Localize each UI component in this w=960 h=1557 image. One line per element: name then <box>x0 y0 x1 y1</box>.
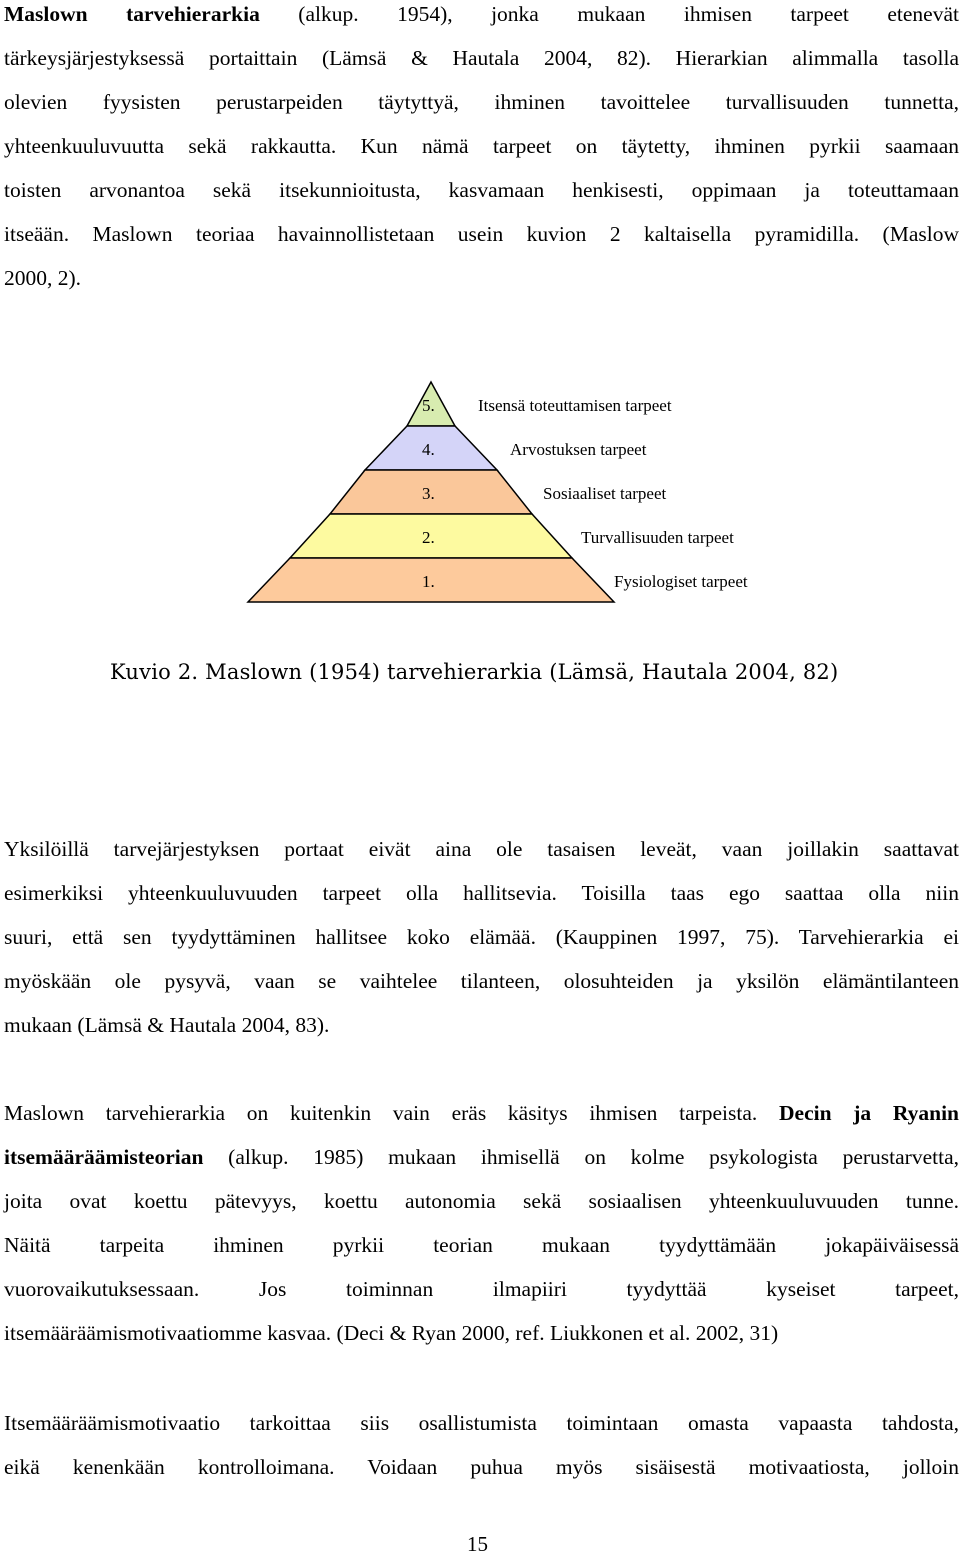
paragraph-line: itsemääräämisteorian (alkup. 1985) mukaan ihmisellä on kolme psykologista perustarvetta, <box>4 1145 959 1169</box>
paragraph-line: esimerkiksi yhteenkuuluvuuden tarpeet olla hallitsevia. Toisilla taas ego saattaa olla niin <box>4 881 959 905</box>
paragraph-line: yhteenkuuluvuutta sekä rakkautta. Kun nämä tarpeet on täytetty, ihminen pyrkii saamaan <box>4 134 959 158</box>
paragraph-line: Maslown tarvehierarkia on kuitenkin vain eräs käsitys ihmisen tarpeista. Decin ja Ryanin <box>4 1101 960 1125</box>
level-1-number: 1. <box>422 572 435 591</box>
paragraph-line: Yksilöillä tarvejärjestyksen portaat eivät aina ole tasaisen leveät, vaan joillakin saattavat <box>4 837 959 861</box>
pyramid-graphic <box>0 380 960 640</box>
level-5-number: 5. <box>422 396 435 415</box>
paragraph-line: joita ovat koettu pätevyys, koettu autonomia sekä sosiaalisen yhteenkuuluvuuden tunne. <box>4 1189 959 1213</box>
paragraph-line: Itsemääräämismotivaatio tarkoittaa siis osallistumista toimintaan omasta vapaasta tahdosta, <box>4 1411 959 1435</box>
paragraph-line: itseään. Maslown teoriaa havainnollistetaan usein kuvion 2 kaltaisella pyramidilla. (Maslow <box>4 222 959 246</box>
paragraph-line: suuri, että sen tyydyttäminen hallitsee koko elämää. (Kauppinen 1997, 75). Tarvehierarkia ei <box>4 925 959 949</box>
level-2-number: 2. <box>422 528 435 547</box>
level-4-label: Arvostuksen tarpeet <box>510 440 647 459</box>
level-3-number: 3. <box>422 484 435 503</box>
paragraph-line: vuorovaikutuksessaan. Jos toiminnan ilmapiiri tyydyttää kyseiset tarpeet, <box>4 1277 959 1301</box>
bold-term: itsemääräämisteorian <box>4 1145 204 1169</box>
bold-term: Maslown tarvehierarkia <box>4 2 260 26</box>
body-paragraph-4 <box>4 1401 959 1489</box>
figure-caption: Kuvio 2. Maslown (1954) tarvehierarkia (Lämsä, Hautala 2004, 82) <box>110 660 839 684</box>
paragraph-line: tärkeysjärjestyksessä portaittain (Lämsä & Hautala 2004, 82). Hierarkian alimmalla tasolla <box>4 46 959 70</box>
paragraph-line: eikä kenenkään kontrolloimana. Voidaan puhua myös sisäisestä motivaatiosta, jolloin <box>4 1455 959 1479</box>
paragraph-line: itsemääräämismotivaatiomme kasvaa. (Deci & Ryan 2000, ref. Liukkonen et al. 2002, 31) <box>4 1321 779 1345</box>
level-5-label: Itsensä toteuttamisen tarpeet <box>478 396 672 415</box>
level-2-label: Turvallisuuden tarpeet <box>581 528 734 547</box>
body-paragraph-2 <box>4 827 959 1047</box>
bold-term: Decin ja Ryanin <box>779 1101 960 1125</box>
level-3-label: Sosiaaliset tarpeet <box>543 484 667 503</box>
level-4-number: 4. <box>422 440 435 459</box>
paragraph-line: toisten arvonantoa sekä itsekunnioitusta, kasvamaan henkisesti, oppimaan ja toteuttamaan <box>4 178 959 202</box>
intro-paragraph <box>4 0 959 300</box>
maslow-pyramid-figure <box>0 380 960 640</box>
paragraph-line: myöskään ole pysyvä, vaan se vaihtelee tilanteen, olosuhteiden ja yksilön elämäntilanteen <box>4 969 959 993</box>
paragraph-line: olevien fyysisten perustarpeiden täytyttyä, ihminen tavoittelee turvallisuuden tunnetta, <box>4 90 959 114</box>
paragraph-line: Näitä tarpeita ihminen pyrkii teorian mukaan tyydyttämään jokapäiväisessä <box>4 1233 959 1257</box>
page-number: 15 <box>467 1532 488 1556</box>
paragraph-line: mukaan (Lämsä & Hautala 2004, 83). <box>4 1013 330 1037</box>
paragraph-line: Maslown tarvehierarkia (alkup. 1954), jonka mukaan ihmisen tarpeet etenevät <box>4 2 959 26</box>
paragraph-line: 2000, 2). <box>4 266 82 290</box>
level-1-label: Fysiologiset tarpeet <box>614 572 748 591</box>
body-paragraph-3 <box>4 1091 959 1355</box>
